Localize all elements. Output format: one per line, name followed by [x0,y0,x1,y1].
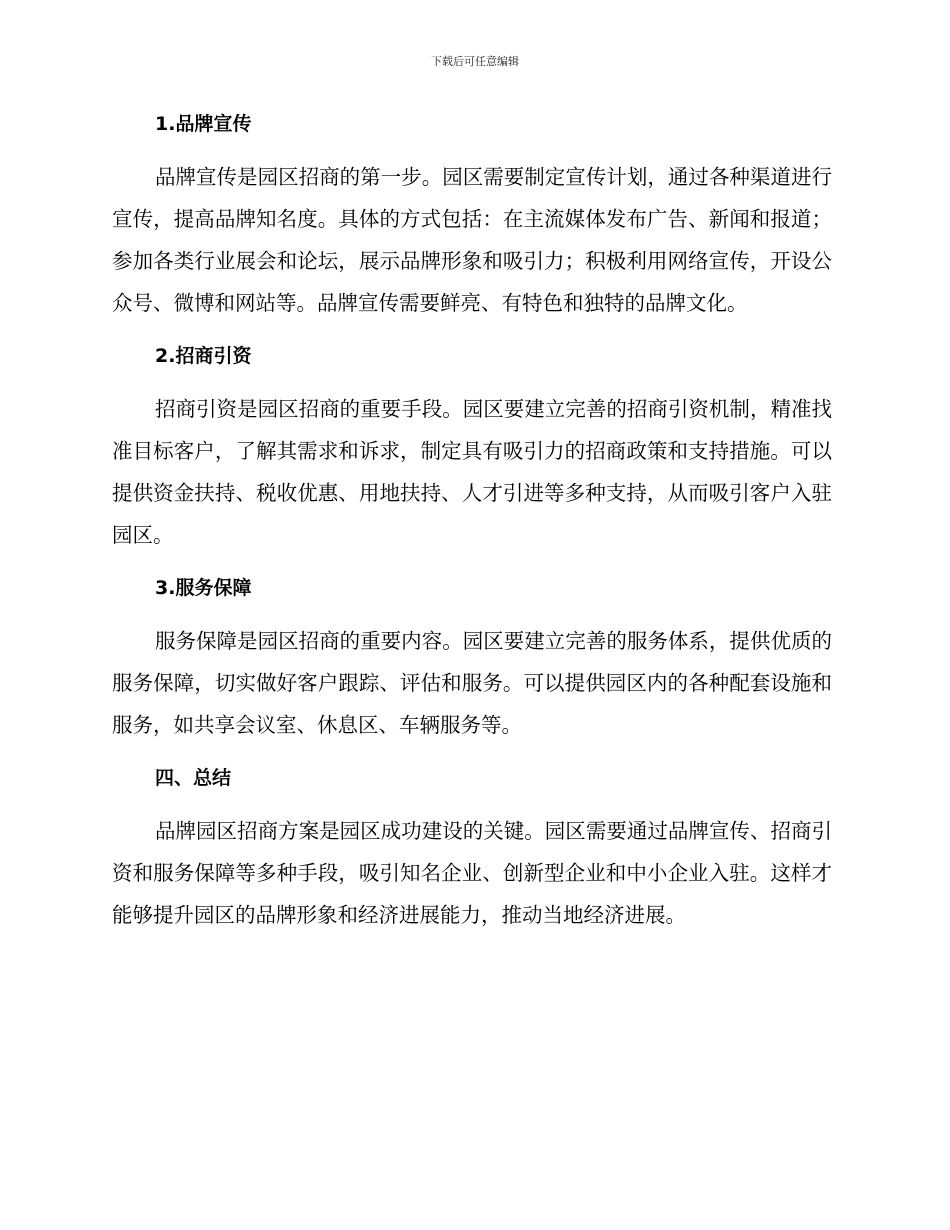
page-header-note: 下载后可任意编辑 [431,55,519,68]
section-heading: 2.招商引资 [155,345,252,367]
section-heading: 3.服务保障 [155,577,252,599]
section-paragraph: 品牌园区招商方案是园区成功建设的关键。园区需要通过品牌宣传、招商引资和服务保障等多种手段，吸引知名企业、创新型企业和中小企业入驻。这样才能够提升园区的品牌形象和经济进展能力，推动当地经济进展。 [112,819,832,927]
section-paragraph: 招商引资是园区招商的重要手段。园区要建立完善的招商引资机制，精准找准目标客户，了解其需求和诉求，制定具有吸引力的招商政策和支持措施。可以提供资金扶持、税收优惠、用地扶持、人才引进等多种支持，从而吸引客户入驻园区。 [112,397,832,547]
section-brand-promotion [112,110,832,324]
section-heading: 四、总结 [155,767,232,789]
section-service-guarantee [112,574,832,746]
document-body [112,110,832,954]
section-heading: 1.品牌宣传 [155,113,252,135]
section-summary [112,764,832,936]
section-paragraph: 服务保障是园区招商的重要内容。园区要建立完善的服务体系，提供优质的服务保障，切实做好客户跟踪、评估和服务。可以提供园区内的各种配套设施和服务，如共享会议室、休息区、车辆服务等。 [112,629,832,737]
section-investment-attraction [112,342,832,556]
section-paragraph: 品牌宣传是园区招商的第一步。园区需要制定宣传计划，通过各种渠道进行宣传，提高品牌知名度。具体的方式包括：在主流媒体发布广告、新闻和报道；参加各类行业展会和论坛，展示品牌形象和吸引力；积极利用网络宣传，开设公众号、微博和网站等。品牌宣传需要鲜亮、有特色和独特的品牌文化。 [112,165,832,315]
